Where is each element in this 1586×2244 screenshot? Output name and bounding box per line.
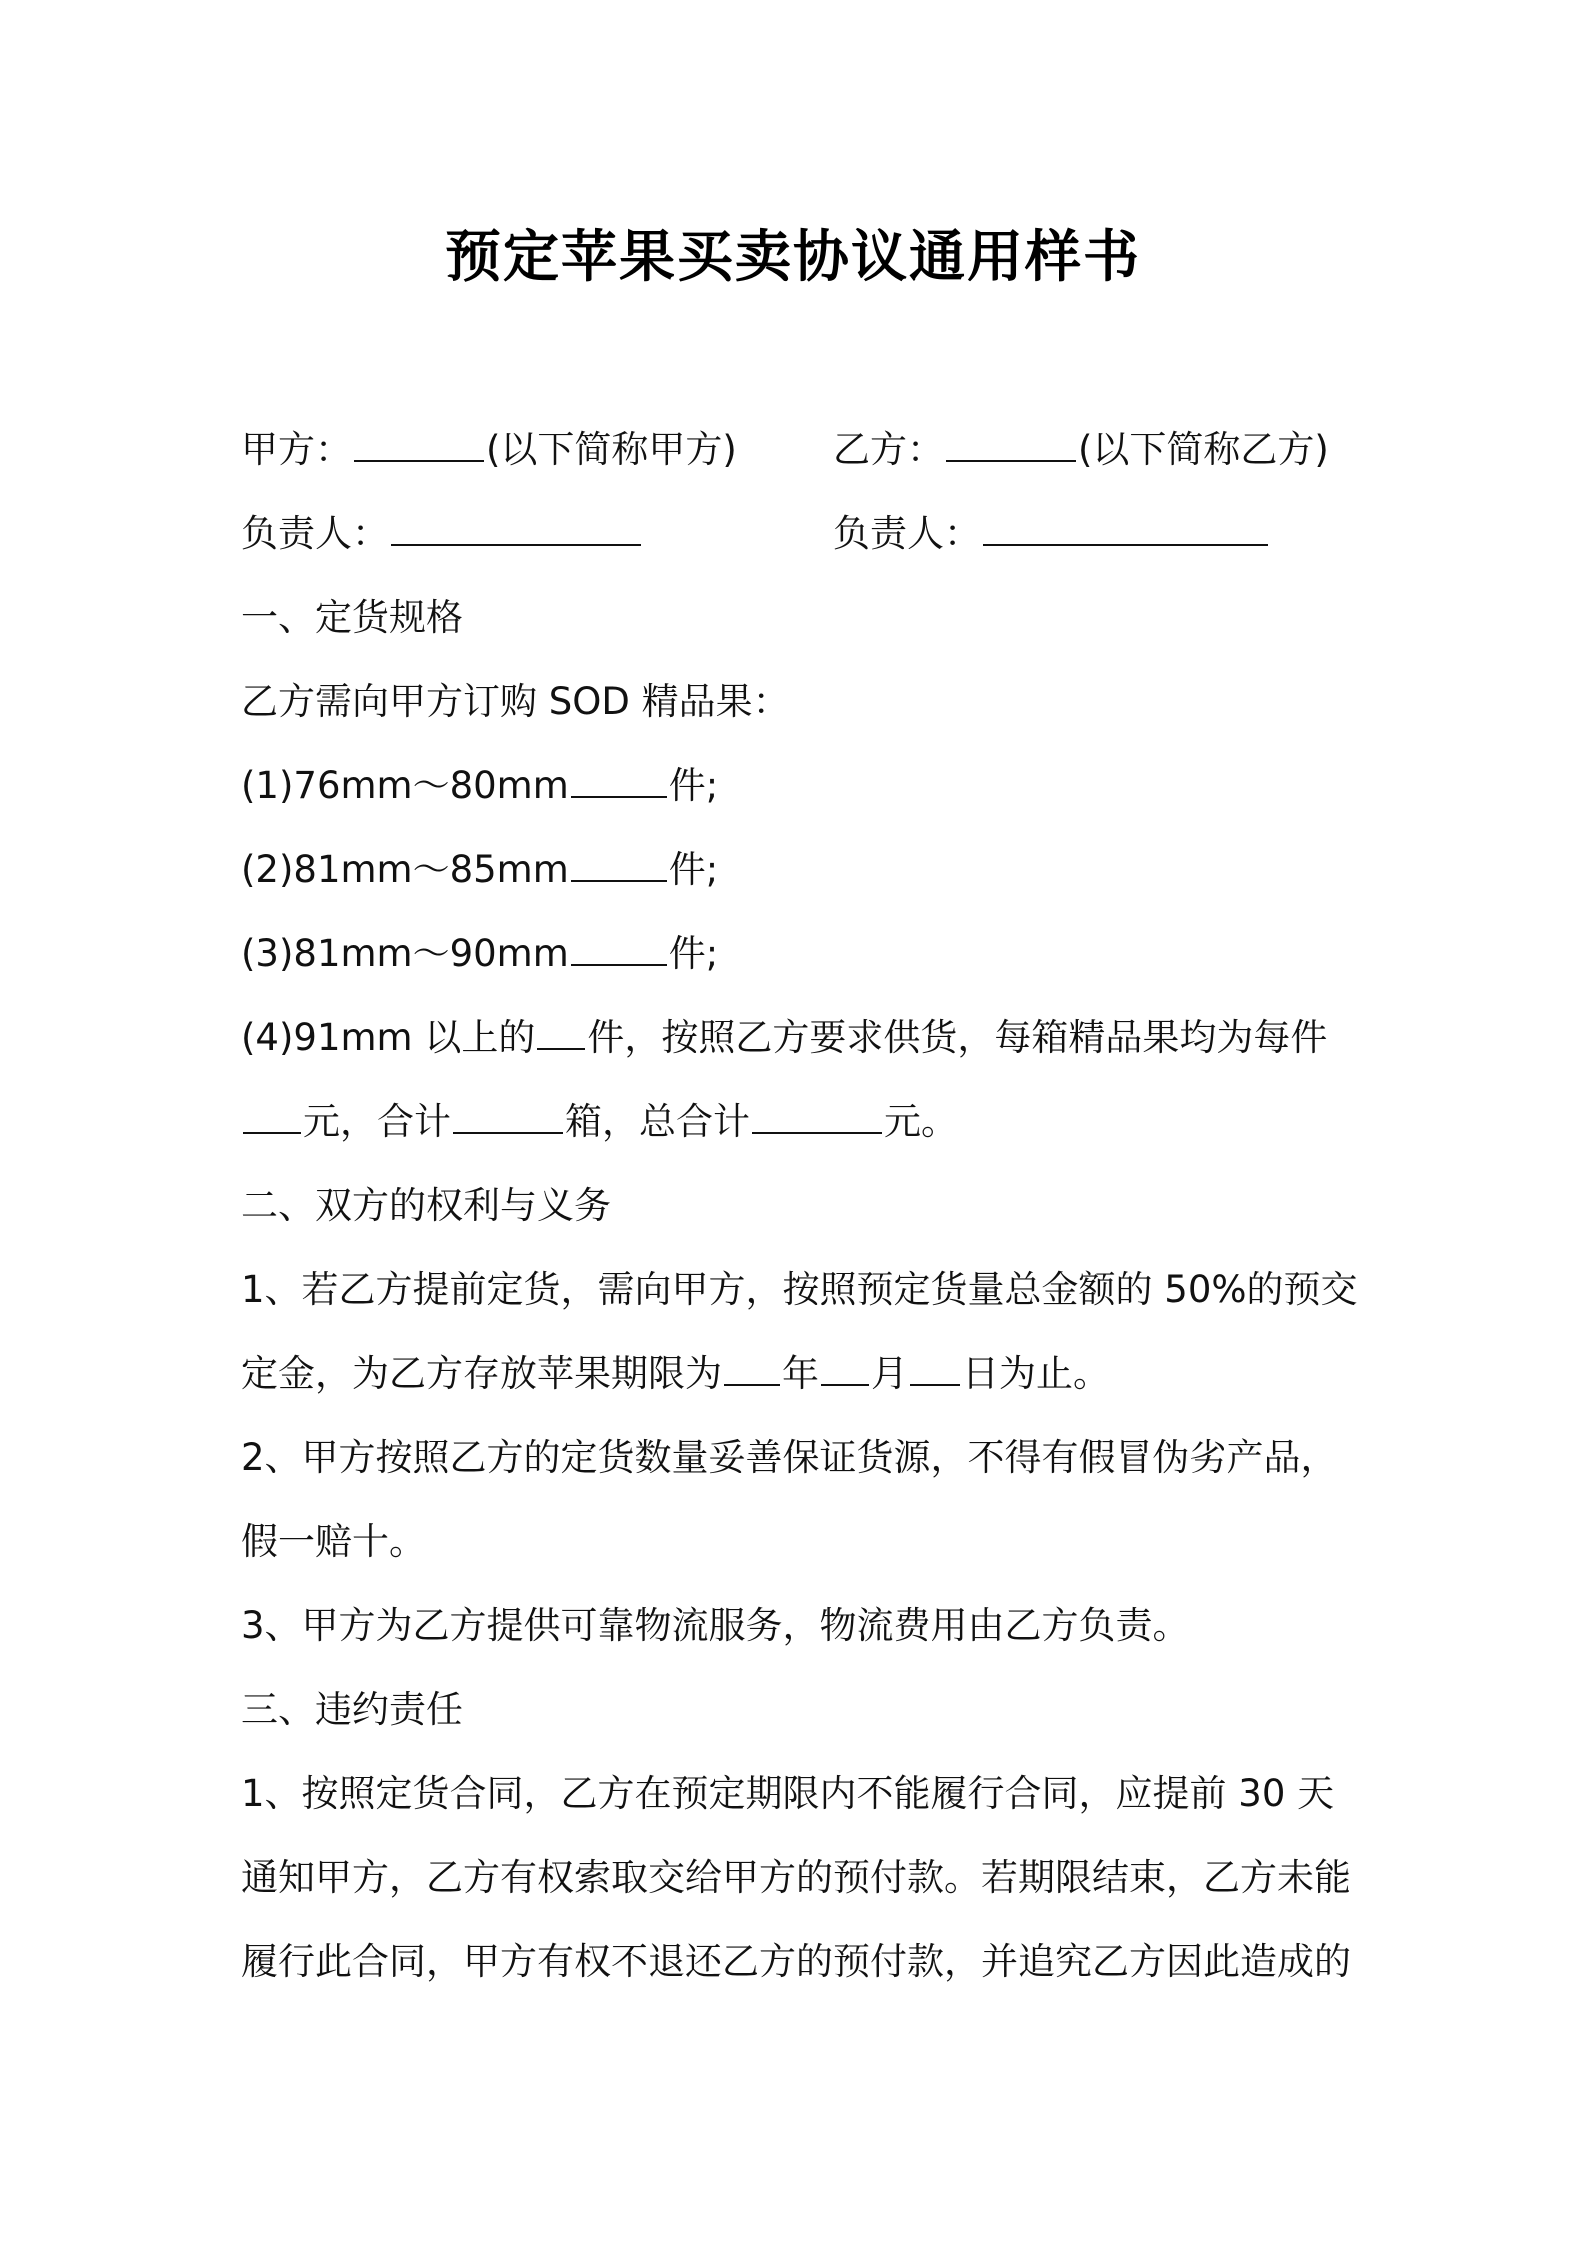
spec-item-4-blank <box>537 1018 585 1050</box>
spec-item-2 <box>241 828 1371 912</box>
price-suffix: 元，合计 <box>303 1100 451 1143</box>
spec-item-3-blank <box>571 934 667 966</box>
document-body <box>241 408 1371 2004</box>
responsible-a-blank <box>391 514 641 546</box>
parties-row <box>241 408 1371 492</box>
deposit-period-text: 定金，为乙方存放苹果期限为 <box>241 1352 722 1395</box>
price-blank <box>243 1102 301 1134</box>
spec-item-4-continued <box>241 1080 1371 1164</box>
spec-item-1-unit: 件; <box>668 764 719 807</box>
responsible-a-label: 负责人： <box>241 512 389 555</box>
section3-heading: 三、违约责任 <box>241 1688 463 1731</box>
responsible-a <box>241 512 643 555</box>
section2-heading: 二、双方的权利与义务 <box>241 1184 611 1227</box>
party-b-suffix: (以下简称乙方) <box>1078 428 1329 471</box>
spec-item-4 <box>241 996 1371 1080</box>
month-blank <box>821 1354 869 1386</box>
spec-item-3 <box>241 912 1371 996</box>
document-title: 预定苹果买卖协议通用样书 <box>445 225 1141 290</box>
box-suffix: 箱，总合计 <box>565 1100 750 1143</box>
spec-item-1-label: (1)76mm～80mm <box>241 764 569 807</box>
party-a-label: 甲方： <box>241 428 352 471</box>
total-blank <box>752 1102 882 1134</box>
spec-item-3-unit: 件; <box>668 932 719 975</box>
spec-item-2-blank <box>571 850 667 882</box>
spec-item-2-unit: 件; <box>668 848 719 891</box>
spec-item-1 <box>241 744 1371 828</box>
party-b <box>833 408 1329 492</box>
party-a-suffix: (以下简称甲方) <box>486 428 737 471</box>
party-a <box>241 428 737 471</box>
spec-item-2-label: (2)81mm～85mm <box>241 848 569 891</box>
box-count-blank <box>453 1102 563 1134</box>
total-suffix: 元。 <box>884 1100 958 1143</box>
day-label: 日为止。 <box>962 1352 1110 1395</box>
day-blank <box>910 1354 960 1386</box>
year-blank <box>724 1354 780 1386</box>
month-label: 月 <box>871 1352 908 1395</box>
section2-clause1-line2 <box>241 1332 1371 1416</box>
spec-item-4-text: 件，按照乙方要求供货，每箱精品果均为每件 <box>587 1016 1328 1059</box>
section3-clause1-line1: 1、按照定货合同，乙方在预定期限内不能履行合同，应提前 30 天 <box>241 1772 1335 1815</box>
section1-intro: 乙方需向甲方订购 SOD 精品果： <box>241 680 790 723</box>
section2-clause2-line2: 假一赔十。 <box>241 1520 426 1563</box>
section2-clause3: 3、甲方为乙方提供可靠物流服务，物流费用由乙方负责。 <box>241 1604 1190 1647</box>
section2-clause1-line1: 1、若乙方提前定货，需向甲方，按照预定货量总金额的 50%的预交 <box>241 1268 1358 1311</box>
spec-item-4-label: (4)91mm 以上的 <box>241 1016 536 1059</box>
year-label: 年 <box>782 1352 819 1395</box>
responsible-b-label: 负责人： <box>833 512 981 555</box>
spec-item-1-blank <box>571 766 667 798</box>
responsible-b-blank <box>983 514 1268 546</box>
section3-clause1-line3: 履行此合同，甲方有权不退还乙方的预付款，并追究乙方因此造成的 <box>241 1940 1351 1983</box>
party-a-blank <box>354 430 484 462</box>
party-b-label: 乙方： <box>833 428 944 471</box>
responsible-row <box>241 492 1371 576</box>
spec-item-3-label: (3)81mm～90mm <box>241 932 569 975</box>
section3-clause1-line2: 通知甲方，乙方有权索取交给甲方的预付款。若期限结束，乙方未能 <box>241 1856 1351 1899</box>
section1-heading: 一、定货规格 <box>241 596 463 639</box>
party-b-blank <box>946 430 1076 462</box>
section2-clause2-line1: 2、甲方按照乙方的定货数量妥善保证货源，不得有假冒伪劣产品， <box>241 1436 1338 1479</box>
responsible-b <box>833 492 1270 576</box>
